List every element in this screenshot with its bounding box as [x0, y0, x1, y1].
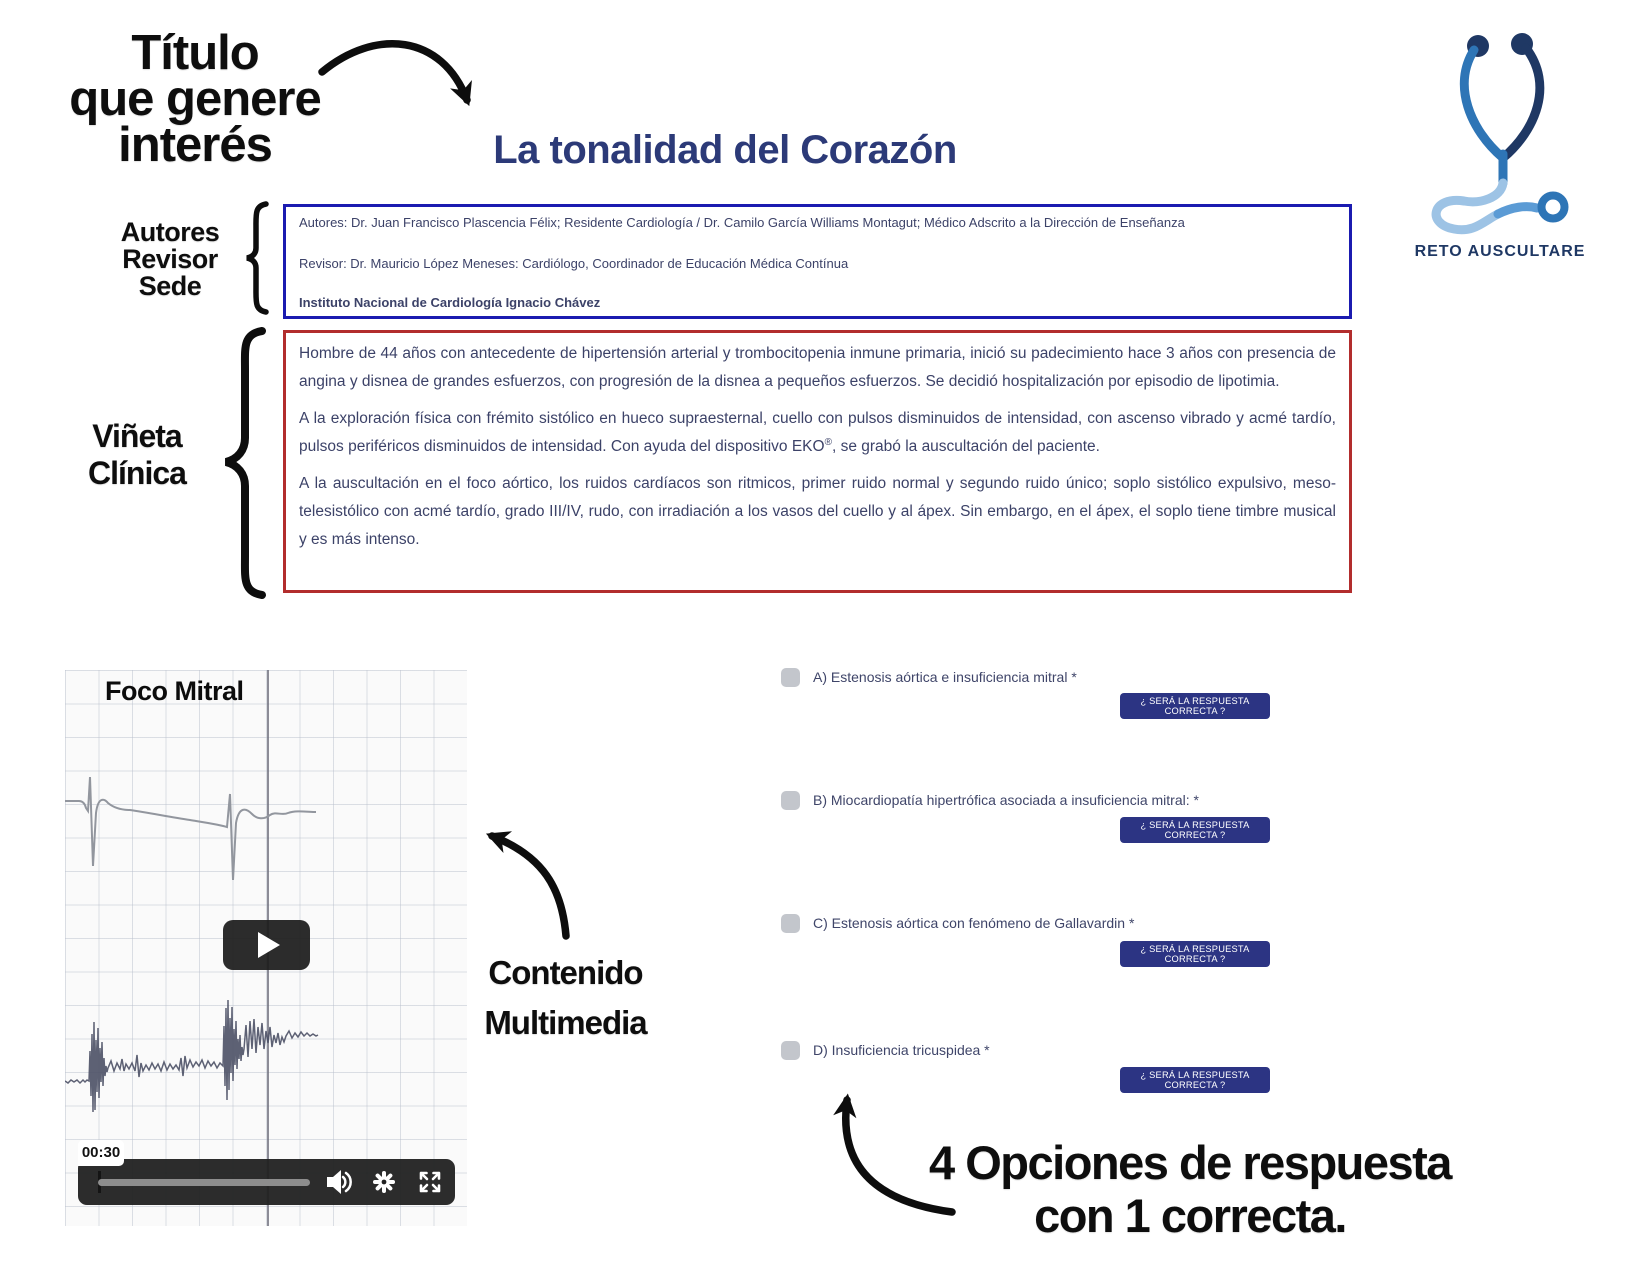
reveal-answer-button-b[interactable]: ¿ SERÁ LA RESPUESTA CORRECTA ?	[1120, 817, 1270, 843]
logo-reto-auscultare	[1360, 28, 1586, 268]
ecg-trace	[65, 777, 316, 880]
checkbox[interactable]	[781, 791, 800, 810]
clinical-vignette-box	[283, 330, 1352, 593]
video-controls	[78, 1159, 455, 1205]
vignette-text: A la exploración física con frémito sistólico en hueco supraesternal, cuello con pulsos disminuidos de intensidad, con ascenso vibrado y acmé tardío, pulsos periféricos disminuidos de intensidad. Con ayuda del dispositivo EKO	[299, 410, 1336, 455]
option-row-b	[781, 789, 1199, 811]
note-title-interes	[30, 26, 360, 172]
vignette-paragraph: A la auscultación en el foco aórtico, los ruidos cardíacos son ritmicos, primer ruido normal y segundo ruido único; soplo sistólico expulsivo, meso-telesistólico con acmé tardío, grado III/IV, rudo, con irradiación a los vasos del cuello y al ápex. Sin embargo, en el ápex, el soplo tiene timbre musical y es más intenso.	[299, 475, 1336, 548]
play-button[interactable]	[223, 920, 310, 970]
note-line: Título	[131, 26, 259, 80]
note-line: interés	[118, 118, 272, 172]
video-title: Foco Mitral	[105, 676, 244, 706]
volume-icon[interactable]	[327, 1170, 351, 1194]
note-line: Viñeta	[92, 418, 182, 454]
note-line: Sede	[138, 271, 202, 301]
stethoscope-heart-icon	[1360, 28, 1580, 238]
phonocardiogram-trace	[65, 1000, 318, 1112]
option-label: C) Estenosis aórtica con fenómeno de Gallavardin *	[813, 915, 1135, 931]
note-line: Revisor	[122, 244, 218, 274]
note-vineta-clinica	[62, 418, 212, 492]
option-label: B) Miocardiopatía hipertrófica asociada a insuficiencia mitral: *	[813, 792, 1199, 808]
option-row-c	[781, 912, 1134, 934]
institution-line: Instituto Nacional de Cardiología Ignacio Chávez	[299, 295, 601, 310]
play-icon	[258, 932, 280, 958]
control-icons	[311, 1159, 451, 1205]
progress-bar[interactable]	[98, 1179, 310, 1186]
option-label: D) Insuficiencia tricuspidea *	[813, 1042, 990, 1058]
logo-wordmark: RETO AUSCULTARE	[1414, 243, 1586, 260]
checkbox[interactable]	[781, 668, 800, 687]
option-label: A) Estenosis aórtica e insuficiencia mitral *	[813, 669, 1077, 685]
checkbox[interactable]	[781, 914, 800, 933]
authors-line: Autores: Dr. Juan Francisco Plascencia Félix; Residente Cardiología / Dr. Camilo García Williams Montagut; Médico Adscrito a la Dirección de Enseñanza	[299, 215, 1185, 230]
page-title: La tonalidad del Corazón	[493, 128, 957, 172]
option-row-a	[781, 666, 1077, 688]
authors-box	[283, 204, 1352, 319]
checkbox[interactable]	[781, 1041, 800, 1060]
vignette-paragraph: Hombre de 44 años con antecedente de hipertensión arterial y trombocitopenia inmune primaria, inició su padecimiento hace 3 años con presencia de angina y disnea de grandes esfuerzos, con progresión de la disnea a pequeños esfuerzos. Se decidió hospitalización por episodio de lipotimia.	[299, 345, 1336, 390]
note-line: 4 Opciones de respuesta	[929, 1136, 1451, 1189]
note-authors-revisor-sede	[95, 219, 245, 300]
note-line: Contenido	[488, 954, 643, 991]
arrow-to-video	[492, 836, 566, 936]
note-line: Autores	[120, 217, 220, 247]
note-line: con 1 correcta.	[1034, 1189, 1346, 1242]
reveal-answer-button-c[interactable]: ¿ SERÁ LA RESPUESTA CORRECTA ?	[1120, 941, 1270, 967]
settings-gear-icon[interactable]	[375, 1173, 393, 1191]
note-contenido-multimedia	[448, 948, 683, 1048]
fullscreen-icon[interactable]	[421, 1173, 439, 1191]
vignette-paragraph	[299, 405, 1336, 461]
vignette-text: , se grabó la auscultación del paciente.	[831, 438, 1100, 455]
reveal-answer-button-d[interactable]: ¿ SERÁ LA RESPUESTA CORRECTA ?	[1120, 1067, 1270, 1093]
note-line: Multimedia	[484, 1004, 647, 1041]
video-player[interactable]	[65, 670, 467, 1226]
option-row-d	[781, 1039, 990, 1061]
note-line: que genere	[69, 72, 321, 126]
note-4-opciones	[890, 1136, 1490, 1242]
reveal-answer-button-a[interactable]: ¿ SERÁ LA RESPUESTA CORRECTA ?	[1120, 693, 1270, 719]
note-line: Clínica	[88, 455, 186, 491]
registered-mark: ®	[824, 436, 832, 448]
brace-authors	[247, 204, 266, 312]
reviewer-line: Revisor: Dr. Mauricio López Meneses: Cardiólogo, Coordinador de Educación Médica Contínua	[299, 256, 849, 271]
video-timestamp: 00:30	[78, 1140, 124, 1166]
brace-vignette	[226, 331, 262, 595]
